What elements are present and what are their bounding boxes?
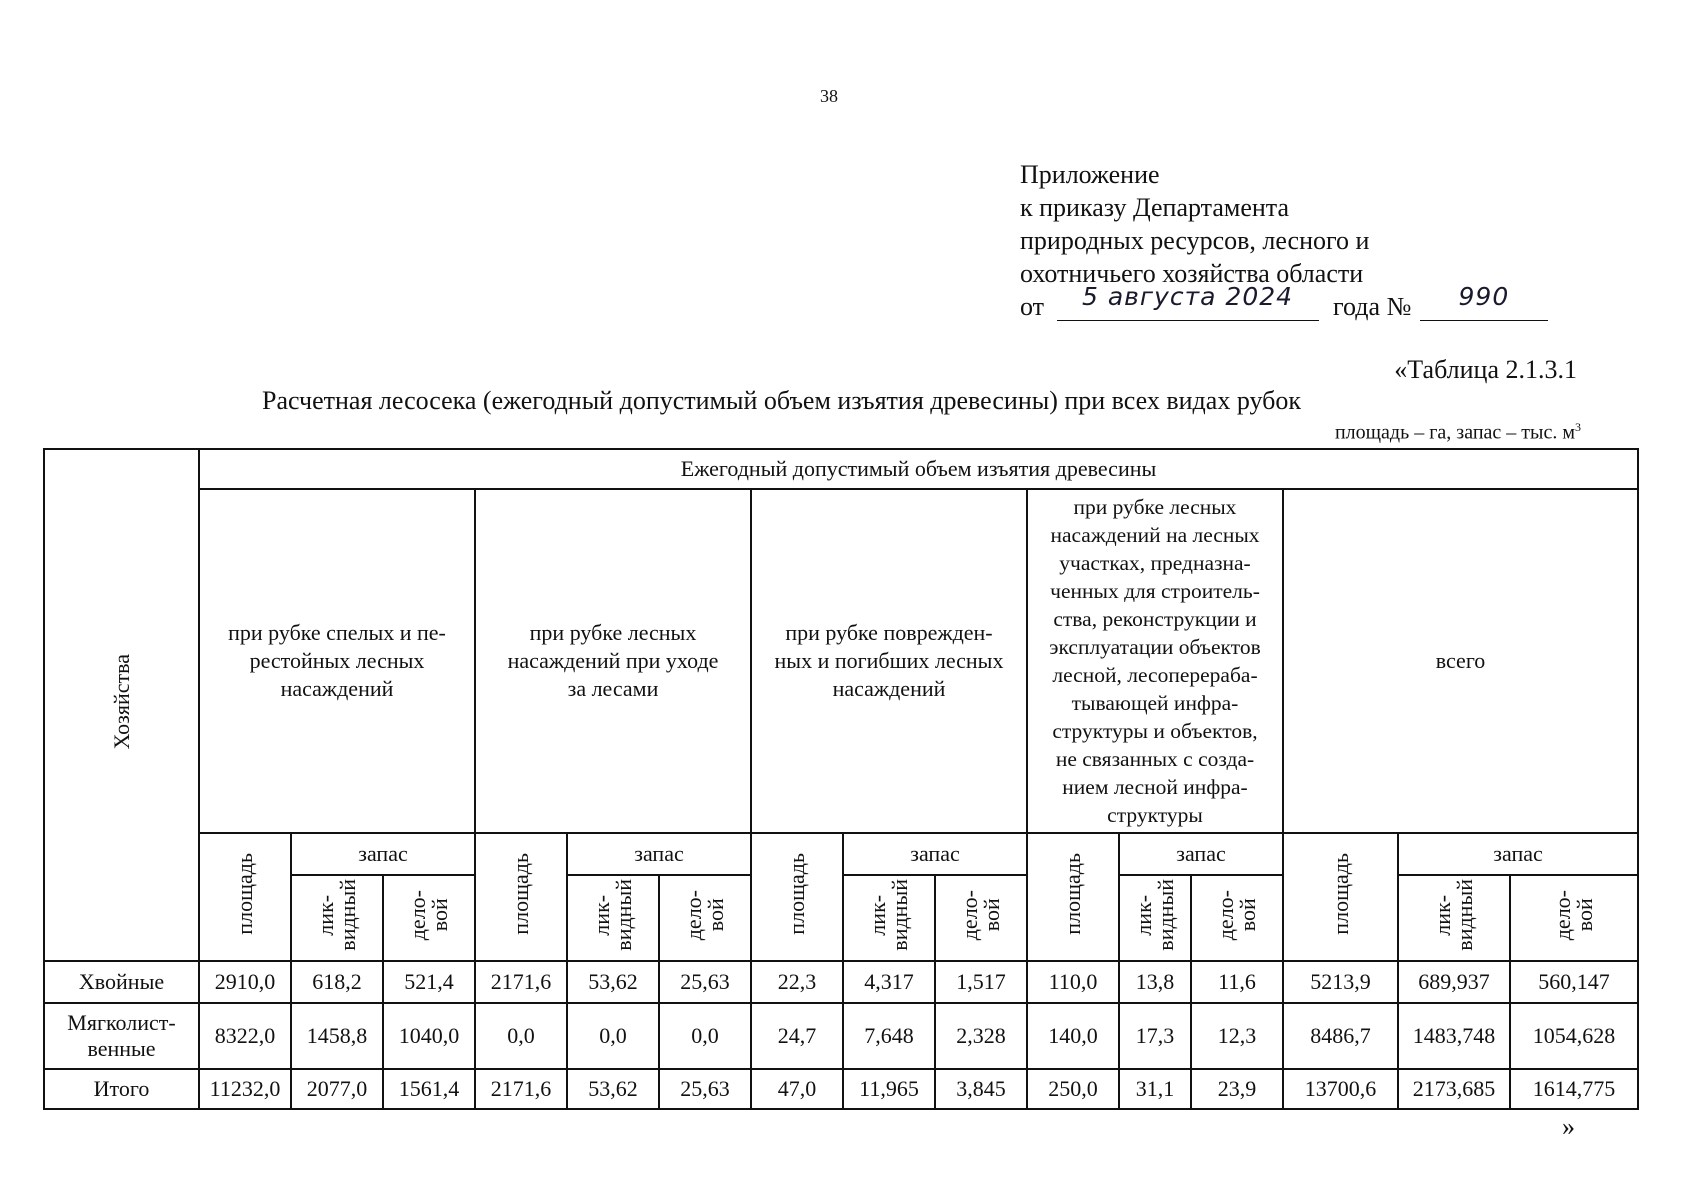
handwritten-order-number: 990: [1458, 282, 1510, 311]
table-cell: 25,63: [659, 1069, 751, 1109]
table-cell: 8322,0: [199, 1003, 291, 1069]
appendix-block: [1020, 158, 1548, 323]
area-label: площадь: [784, 853, 809, 935]
liquid-header: [291, 875, 383, 961]
business-label: дело- вой: [1550, 889, 1598, 941]
business-label: дело- вой: [405, 889, 452, 941]
table-cell: 13,8: [1119, 961, 1191, 1003]
table-cell: 53,62: [567, 961, 659, 1003]
business-header: [659, 875, 751, 961]
units-superscript: 3: [1575, 420, 1581, 434]
appendix-line-4: охотничьего хозяйства области: [1020, 259, 1364, 288]
table-cell: 7,648: [843, 1003, 935, 1069]
cat-line: участках, предназна-: [1059, 551, 1251, 575]
from-label: от: [1020, 292, 1045, 321]
appendix-line-1: Приложение: [1020, 160, 1160, 189]
table-cell: 250,0: [1027, 1069, 1119, 1109]
table-cell: 17,3: [1119, 1003, 1191, 1069]
category-damaged: [751, 489, 1027, 833]
cat-line: при рубке лесных: [1073, 495, 1237, 519]
order-number-field: [1420, 282, 1548, 321]
liquid-label: лик- видный: [1430, 879, 1477, 951]
table-cell: 3,845: [935, 1069, 1027, 1109]
appendix-line-3: природных ресурсов, лесного и: [1020, 226, 1370, 255]
table-cell: 25,63: [659, 961, 751, 1003]
table-cell: 1483,748: [1398, 1003, 1510, 1069]
table-number: «Таблица 2.1.3.1: [1394, 355, 1577, 384]
table-cell: 521,4: [383, 961, 475, 1003]
table-cell: 47,0: [751, 1069, 843, 1109]
business-label: дело- вой: [681, 889, 728, 941]
category-care: [475, 489, 751, 833]
table-cell: 560,147: [1510, 961, 1638, 1003]
table-cell: 1040,0: [383, 1003, 475, 1069]
handwritten-date: 5 августа 2024: [1082, 282, 1294, 311]
business-label: дело- вой: [1213, 889, 1260, 941]
category-construction: [1027, 489, 1283, 833]
cat-line: ства, реконструкции и: [1053, 607, 1257, 631]
area-header: [1027, 833, 1119, 961]
units-text: площадь – га, запас – тыс. м: [1334, 421, 1575, 444]
stock-header: запас: [1398, 833, 1638, 875]
liquid-header: [567, 875, 659, 961]
cat-line: структуры и объектов,: [1052, 719, 1258, 743]
row-header: Хозяйства: [108, 654, 134, 750]
liquid-label: лик- видный: [589, 879, 636, 951]
date-field: [1057, 282, 1319, 321]
table-cell: 0,0: [567, 1003, 659, 1069]
table-row: [44, 1003, 1638, 1069]
liquid-header: [843, 875, 935, 961]
cat-line: тывающей инфра-: [1071, 691, 1239, 715]
area-header: [751, 833, 843, 961]
table-cell: 1,517: [935, 961, 1027, 1003]
row-label-line: Мягколист-: [67, 1010, 176, 1035]
business-header: [1510, 875, 1638, 961]
row-label: Хвойные: [44, 961, 199, 1003]
table-cell: 1054,628: [1510, 1003, 1638, 1069]
business-header: [935, 875, 1027, 961]
cat-line: насаждений: [280, 676, 394, 701]
year-number-label: года №: [1333, 292, 1412, 321]
liquid-label: лик- видный: [313, 879, 360, 951]
closing-quote: »: [1562, 1112, 1575, 1141]
table-cell: 2171,6: [475, 1069, 567, 1109]
cat-line: при рубке лесных: [529, 620, 697, 645]
category-mature: [199, 489, 475, 833]
table-cell: 12,3: [1191, 1003, 1283, 1069]
category-total: [1283, 489, 1638, 833]
table-cell: 11,965: [843, 1069, 935, 1109]
row-label: Итого: [44, 1069, 199, 1109]
table-cell: 2171,6: [475, 961, 567, 1003]
table-cell: 1614,775: [1510, 1069, 1638, 1109]
table-cell: 22,3: [751, 961, 843, 1003]
liquid-header: [1119, 875, 1191, 961]
cat-line: насаждений на лесных: [1050, 523, 1260, 547]
table-cell: 2173,685: [1398, 1069, 1510, 1109]
row-label-line: венные: [87, 1036, 156, 1061]
table-cell: 0,0: [659, 1003, 751, 1069]
stock-header: запас: [567, 833, 751, 875]
table-cell: 2,328: [935, 1003, 1027, 1069]
stock-header: запас: [291, 833, 475, 875]
table-cell: 24,7: [751, 1003, 843, 1069]
cat-line: насаждений: [832, 676, 946, 701]
table-cell: 689,937: [1398, 961, 1510, 1003]
table-cell: 13700,6: [1283, 1069, 1398, 1109]
table-cell: 5213,9: [1283, 961, 1398, 1003]
business-label: дело- вой: [957, 889, 1004, 941]
area-label: площадь: [1060, 853, 1085, 935]
appendix-date-line: [1020, 282, 1548, 323]
cat-line: всего: [1435, 648, 1486, 673]
table-cell: 140,0: [1027, 1003, 1119, 1069]
appendix-line-2: к приказу Департамента: [1020, 193, 1290, 222]
table-cell: 23,9: [1191, 1069, 1283, 1109]
units-note: [1335, 420, 1581, 445]
cat-line: эксплуатации объектов: [1049, 635, 1261, 659]
liquid-header: [1398, 875, 1510, 961]
table-cell: 31,1: [1119, 1069, 1191, 1109]
table-cell: 11,6: [1191, 961, 1283, 1003]
area-label: площадь: [232, 853, 257, 935]
cat-line: за лесами: [567, 676, 659, 701]
cat-line: нием лесной инфра-: [1062, 775, 1248, 799]
group-header: Ежегодный допустимый объем изъятия древесины: [199, 449, 1638, 489]
row-label: [44, 1003, 199, 1069]
area-header: [475, 833, 567, 961]
table-row: [44, 961, 1638, 1003]
table-row: [44, 1069, 1638, 1109]
table-cell: 2910,0: [199, 961, 291, 1003]
table-cell: 1458,8: [291, 1003, 383, 1069]
cat-line: при рубке спелых и пе-: [228, 620, 446, 645]
table-cell: 0,0: [475, 1003, 567, 1069]
area-header: [199, 833, 291, 961]
stock-header: запас: [1119, 833, 1283, 875]
area-label: площадь: [508, 853, 533, 935]
cat-line: при рубке поврежден-: [785, 620, 993, 645]
business-header: [1191, 875, 1283, 961]
stock-header: запас: [843, 833, 1027, 875]
harvest-table: [43, 448, 1639, 1110]
table-title: Расчетная лесосека (ежегодный допустимый объем изъятия древесины) при всех видах рубок: [262, 386, 1301, 415]
cat-line: лесной, лесоперераба-: [1052, 663, 1258, 687]
liquid-label: лик- видный: [865, 879, 912, 951]
cat-line: рестойных лесных: [249, 648, 425, 673]
table-cell: 11232,0: [199, 1069, 291, 1109]
table-cell: 618,2: [291, 961, 383, 1003]
cat-line: ченных для строитель-: [1050, 579, 1260, 603]
business-header: [383, 875, 475, 961]
cat-line: структуры: [1107, 803, 1203, 827]
cat-line: не связанных с созда-: [1055, 747, 1255, 771]
cat-line: насаждений при уходе: [507, 648, 719, 673]
row-header-cell: [44, 449, 199, 961]
cat-line: ных и погибших лесных: [774, 648, 1004, 673]
table-cell: 110,0: [1027, 961, 1119, 1003]
table-cell: 1561,4: [383, 1069, 475, 1109]
area-label: площадь: [1327, 853, 1353, 935]
liquid-label: лик- видный: [1131, 879, 1178, 951]
table-cell: 53,62: [567, 1069, 659, 1109]
table-cell: 2077,0: [291, 1069, 383, 1109]
table-cell: 8486,7: [1283, 1003, 1398, 1069]
table-cell: 4,317: [843, 961, 935, 1003]
area-header: [1283, 833, 1398, 961]
page-number: 38: [820, 86, 838, 106]
